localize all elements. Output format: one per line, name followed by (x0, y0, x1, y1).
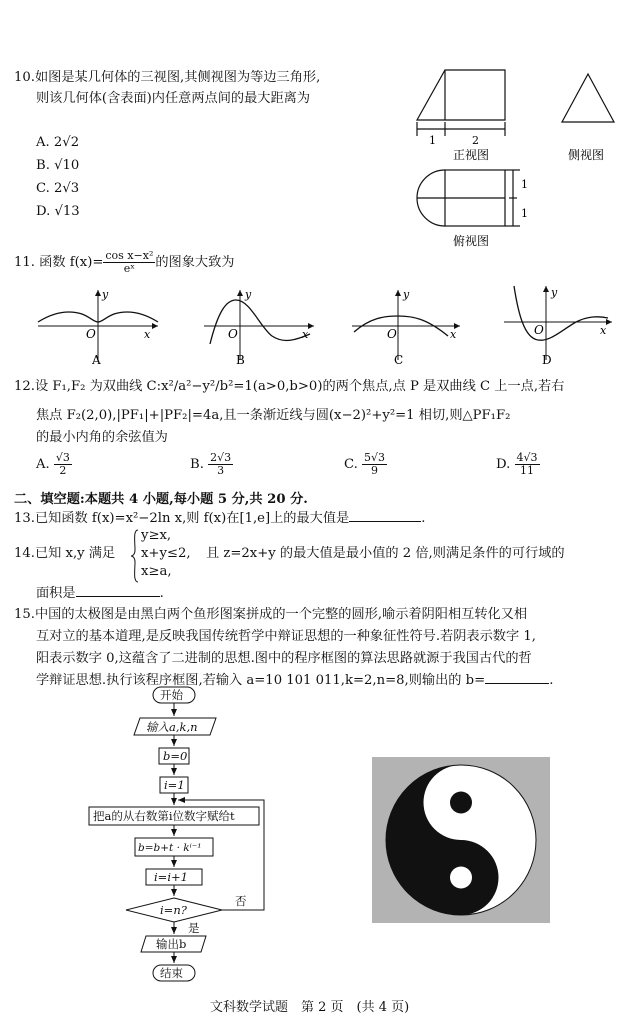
q13-answer-blank[interactable] (349, 509, 421, 522)
option-letter: A. (36, 457, 50, 472)
front-view-label: 正视图 (453, 148, 490, 162)
axis-origin: O (387, 327, 397, 341)
q10-stem-line2: 则该几何体(含表面)内任意两点间的最大距离为 (36, 91, 311, 106)
page-footer: 文科数学试题 第 2 页 (共 4 页) (210, 1000, 410, 1015)
q11-graph-c (348, 282, 468, 367)
top-view (417, 170, 520, 226)
top-dim-1: 1 (521, 178, 528, 191)
axis-x: x (302, 328, 309, 341)
flow-i1: i=1 (164, 778, 185, 792)
flow-b0: b=0 (163, 749, 188, 763)
q14-answer-blank[interactable] (76, 584, 160, 597)
graph-label: D (542, 353, 552, 367)
frac-den: 2 (59, 464, 67, 477)
frac-den: 9 (371, 464, 379, 477)
frac-num: 2√3 (210, 451, 232, 464)
axis-origin: O (86, 327, 96, 341)
axis-x: x (144, 328, 151, 341)
q11-frac-den: eˣ (123, 262, 135, 275)
axis-y: y (403, 288, 410, 301)
axis-origin: O (534, 323, 544, 337)
q11-fraction (103, 250, 155, 275)
q14-constraint-3: x≥a, (141, 564, 172, 579)
q11-graph-b (200, 282, 320, 367)
q12-line2: 焦点 F₂(2,0),|PF₁|+|PF₂|=4a,且一条渐近线与圆(x−2)²+y²=1 相切,则△PF₁F₂ (36, 408, 511, 423)
q15-line2: 互对立的基本道理,是反映我国传统哲学中辩证思想的一种象征性符号.若阴表示数字 1, (36, 629, 536, 644)
flow-update: b=b+t · kⁱ⁻¹ (138, 842, 202, 854)
top-view-label: 俯视图 (453, 234, 490, 248)
q11-stem (14, 250, 234, 275)
taiji-image (372, 757, 550, 923)
axis-origin: O (228, 327, 238, 341)
q15-line4-text: 学辩证思想.执行该程序框图,若输入 a=10 101 011,k=2,n=8,则输出的 b= (36, 673, 486, 688)
q15-line3: 阳表示数字 0,这蕴含了二进制的思想.图中的程序框图的算法思路就源于我国古代的哲 (36, 651, 532, 666)
q13-line (14, 509, 425, 529)
q12-line1: 12.设 F₁,F₂ 为双曲线 C:x²/a²−y²/b²=1(a>0,b>0)的两个焦点,点 P 是双曲线 C 上一点,若右 (14, 379, 565, 394)
flow-yes-label: 是 (188, 921, 200, 935)
option-fraction (362, 452, 387, 477)
frac-num: √3 (55, 451, 70, 464)
frac-num: 5√3 (364, 451, 386, 464)
q15-end: . (549, 673, 554, 688)
three-view-figure (405, 60, 630, 255)
q14-brace (130, 528, 140, 584)
frac-den: 11 (520, 464, 534, 477)
q12-option-b (190, 452, 233, 477)
q11-suffix: 的图象大致为 (155, 255, 235, 270)
option-letter: D. (496, 457, 511, 472)
front-view (417, 70, 505, 136)
q14-suffix: 且 z=2x+y 的最大值是最小值的 2 倍,则满足条件的可行域的 (206, 546, 565, 561)
graph-label: C (394, 353, 404, 367)
axis-y: y (551, 286, 558, 299)
q10-option-a: A. 2√2 (36, 135, 80, 150)
axis-x: x (600, 324, 607, 337)
option-letter: B. (190, 457, 204, 472)
top-dim-2: 1 (521, 207, 528, 220)
axis-y: y (245, 288, 252, 301)
q10-stem-line1: 10.如图是某几何体的三视图,其侧视图为等边三角形, (14, 70, 321, 85)
q11-graph-d (500, 282, 620, 367)
graph-label: A (92, 353, 101, 367)
q13-end: . (421, 511, 426, 526)
graph-label: B (236, 353, 245, 367)
q11-graph-a (34, 282, 164, 367)
frac-num: 4√3 (516, 451, 538, 464)
q11-prefix: 11. 函数 f(x)= (14, 255, 104, 270)
q10-option-b: B. √10 (36, 158, 80, 173)
flow-start: 开始 (160, 688, 183, 702)
q13-text: 13.已知函数 f(x)=x²−2ln x,则 f(x)在[1,e]上的最大值是 (14, 511, 350, 526)
flow-output: 输出b (156, 937, 187, 951)
flow-condition: i=n? (160, 903, 187, 917)
q12-option-a (36, 452, 72, 477)
axis-y: y (102, 288, 109, 301)
flow-input: 输入a,k,n (146, 720, 198, 734)
flow-end: 结束 (160, 966, 183, 980)
q12-line3: 的最小内角的余弦值为 (36, 430, 168, 445)
q14-constraint-1: y≥x, (141, 528, 172, 543)
frac-den: 3 (217, 464, 225, 477)
q12-option-c (344, 452, 387, 477)
front-dim-1: 1 (429, 134, 436, 147)
flow-increment: i=i+1 (154, 870, 188, 884)
q14-prefix: 14.已知 x,y 满足 (14, 546, 116, 561)
section-fill-in-title: 二、填空题:本题共 4 小题,每小题 5 分,共 20 分. (14, 492, 308, 507)
q15-line1: 15.中国的太极图是由黑白两个鱼形图案拼成的一个完整的圆形,喻示着阴阳相互转化又相 (14, 607, 528, 622)
q10-option-c: C. 2√3 (36, 181, 80, 196)
q15-answer-blank[interactable] (485, 671, 549, 684)
axis-x: x (450, 328, 457, 341)
q14-line2 (36, 584, 164, 604)
flow-assign: 把a的从右数第i位数字赋给t (93, 809, 235, 823)
side-view (562, 74, 614, 122)
q11-frac-num: cos x−x² (105, 249, 154, 262)
q14-line2-text: 面积是 (36, 586, 76, 601)
flow-no-label: 否 (235, 894, 247, 908)
option-fraction (515, 452, 540, 477)
flowchart (80, 682, 280, 982)
front-dim-2: 2 (472, 134, 479, 147)
option-fraction (54, 452, 72, 477)
q12-option-d (496, 452, 540, 477)
option-fraction (208, 452, 233, 477)
side-view-label: 侧视图 (568, 148, 605, 162)
q14-end: . (159, 586, 164, 601)
q14-constraint-2: x+y≤2, (141, 546, 191, 561)
q10-option-d: D. √13 (36, 204, 80, 219)
option-letter: C. (344, 457, 358, 472)
